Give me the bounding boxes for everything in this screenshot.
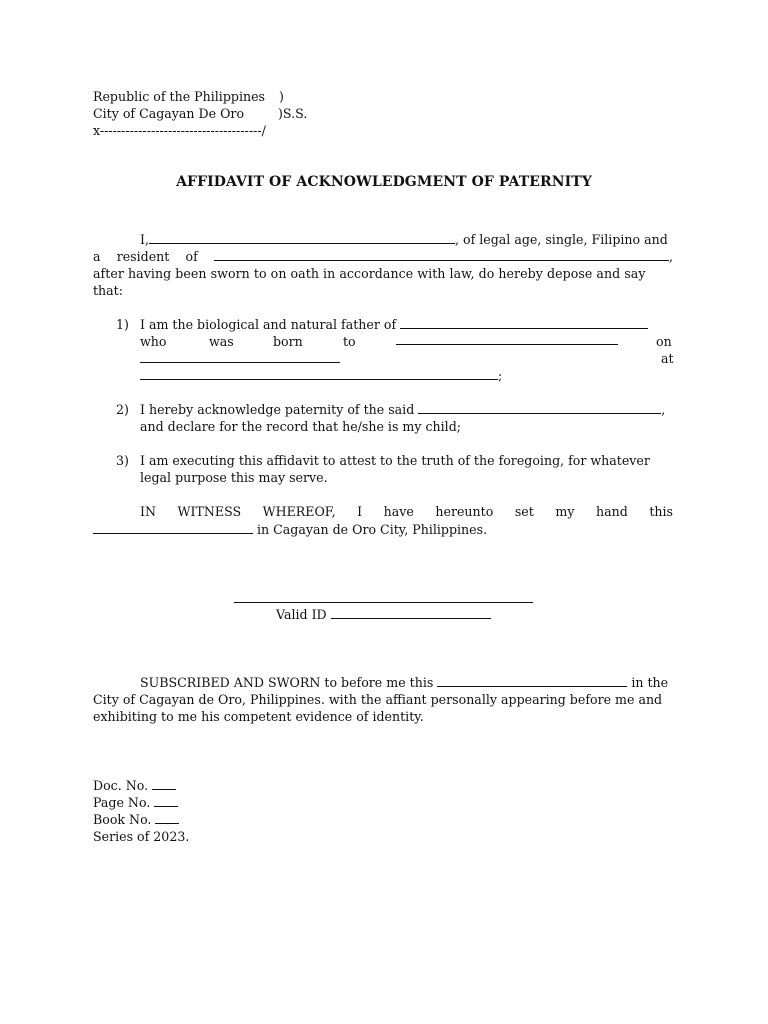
book-no-blank [155,812,179,824]
item-1-word: born [273,334,303,349]
intro-line-2 [93,248,673,265]
intro-line-4: that: [93,283,123,298]
item-3-line-1: I am executing this affidavit to attest to the truth of the foregoing, for whatever [140,453,650,468]
item-1-text: I am the biological and natural father of [140,317,397,332]
child-name-blank [400,317,648,329]
witness-word: my [555,504,575,519]
birth-place-blank [140,368,498,380]
doc-no-label: Doc. No. [93,778,149,793]
witness-word: hand [595,504,628,519]
jurat-line-2: City of Cagayan de Oro, Philippines. with the affiant personally appearing before me and [93,692,663,707]
witness-date-blank [93,522,253,534]
intro-word: of [185,249,198,264]
valid-id-line [276,606,491,623]
book-no [93,811,179,828]
republic-label: Republic of the Philippines [93,89,266,104]
page-no [93,794,178,811]
intro-i: I, [140,232,149,247]
item-2-comma: , [661,402,666,417]
intro-word: resident [116,249,170,264]
witness-word: WITNESS [177,504,242,519]
jurat-line-1 [140,674,668,691]
witness-word: IN [140,504,156,519]
witness-word: I [357,504,363,519]
series-label: Series of 2023. [93,829,190,844]
item-1-number: 1) [116,317,129,332]
document-title: AFFIDAVIT OF ACKNOWLEDGMENT OF PATERNITY [176,174,592,190]
affiant-signature-line [234,590,533,603]
intro-line-1 [140,231,668,248]
item-2-number: 2) [116,402,129,417]
doc-no-blank [152,778,176,790]
book-no-label: Book No. [93,812,152,827]
item-1-word: was [209,334,234,349]
ss-label: )S.S. [278,106,308,121]
jurat-date-blank [437,675,627,687]
item-3-number: 3) [116,453,129,468]
item-1-word: who [140,334,167,349]
birth-date-blank [140,351,340,363]
page-no-blank [154,795,178,807]
intro-legal-age: , of legal age, single, Filipino and [454,232,668,247]
witness-word: WHEREOF, [262,504,336,519]
separator-line: x--------------------------------------/ [93,123,266,138]
intro-word: a [93,249,101,264]
witness-word: this [649,504,673,519]
valid-id-blank [331,607,491,619]
item-1-line-1 [140,316,648,333]
page-no-label: Page No. [93,795,151,810]
witness-line-2 [93,521,487,538]
item-2-line-1 [140,401,665,418]
item-1-word: on [656,334,672,349]
affiant-name-blank [149,232,455,244]
valid-id-label: Valid ID [276,607,327,622]
item-2-text: I hereby acknowledge paternity of the said [140,402,415,417]
item-1-at: at [661,351,674,366]
item-3-line-2: legal purpose this may serve. [140,470,328,485]
venue-paren: ) [279,89,284,104]
item-1-line-4 [140,367,502,384]
venue-header [93,88,265,105]
witness-line-1 [140,503,673,520]
jurat-text: SUBSCRIBED AND SWORN to before me this [140,675,434,690]
intro-comma: , [668,249,673,264]
witness-word: have [383,504,414,519]
jurat-in-the: in the [631,675,669,690]
witness-place: in Cagayan de Oro City, Philippines. [257,522,488,537]
jurat-line-3: exhibiting to me his competent evidence of identity. [93,709,424,724]
item-1-word: to [343,334,356,349]
residence-blank [214,249,669,261]
mother-name-blank [396,333,618,345]
item-1-semicolon: ; [498,368,503,383]
item-2-line-2: and declare for the record that he/she is my child; [140,419,462,434]
witness-word: hereunto [435,504,494,519]
item-1-line-3 [140,350,340,367]
child-acknowledged-blank [418,402,661,414]
witness-word: set [514,504,534,519]
doc-no [93,777,176,794]
city-label: City of Cagayan De Oro [93,106,245,121]
intro-line-3: after having been sworn to on oath in accordance with law, do hereby depose and say [93,266,646,281]
